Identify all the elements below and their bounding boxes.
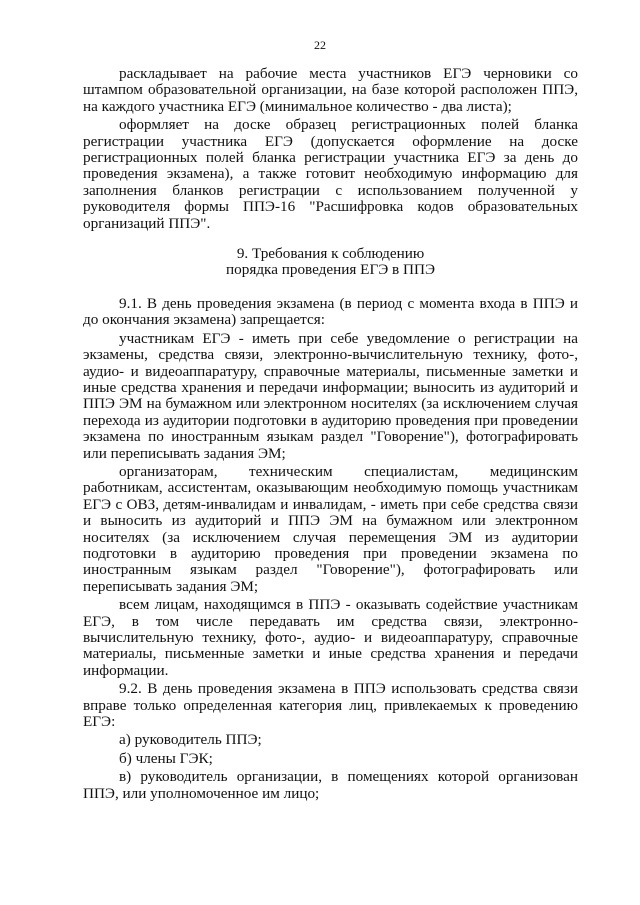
paragraph-9-2-intro: 9.2. В день проведения экзамена в ППЭ использовать средства связи вправе только определенная категория лиц, привлекаемых к проведению ЕГЭ:	[83, 680, 578, 731]
page-number: 22	[314, 38, 326, 52]
section-heading-line-1: 9. Требования к соблюдению	[236, 245, 425, 263]
paragraph-place-drafts: раскладывает на рабочие места участников ЕГЭ черновики со штампом образовательной организации, на базе которой расположен ППЭ, на каждого участника ЕГЭ (минимальное количество - два листа);	[83, 65, 578, 115]
section-heading-line-2: порядка проведения ЕГЭ в ППЭ	[226, 261, 435, 279]
paragraph-9-1-intro: 9.1. В день проведения экзамена (в период с момента входа в ППЭ и до окончания экзамена) запрещается:	[83, 294, 578, 329]
list-item-a: а) руководитель ППЭ;	[119, 731, 262, 749]
section-heading	[83, 246, 578, 279]
list-item-b: б) члены ГЭК;	[119, 749, 213, 767]
paragraph-all-persons-restrictions: всем лицам, находящимся в ППЭ - оказывать содействие участникам ЕГЭ, в том числе передавать им средства связи, электронно-вычислительную технику, фото-, аудио- и видеоаппаратуру, справочные материалы, письменные заметки и иные средства хранения и передачи информации.	[83, 596, 578, 679]
paragraph-staff-restrictions: организаторам, техническим специалистам, медицинским работникам, ассистентам, оказывающим необходимую помощь участникам ЕГЭ с ОВЗ, детям-инвалидам и инвалидам, - иметь при себе средства связи и выносить из аудиторий и ППЭ ЭМ на бумажном или электронном носителях (за исключением случая перемещения ЭМ из аудитории подготовки в аудиторию проведения при проведении экзамена по иностранным языкам раздел "Говорение"), фотографировать или переписывать задания ЭМ;	[83, 462, 578, 595]
list-item-c: в) руководитель организации, в помещениях которой организован ППЭ, или уполномоченное им лицо;	[83, 768, 578, 802]
paragraph-registration-sample: оформляет на доске образец регистрационных полей бланка регистрации участника ЕГЭ (допускается оформление на доске регистрационных полей бланка регистрации участника ЕГЭ за день до проведения экзамена), а также готовит необходимую информацию для заполнения бланков регистрации с использованием полученной у руководителя формы ППЭ-16 "Расшифровка кодов образовательных организаций ППЭ".	[83, 116, 578, 232]
page-content	[83, 66, 578, 802]
paragraph-participants-restrictions: участникам ЕГЭ - иметь при себе уведомление о регистрации на экзамены, средства связи, электронно-вычислительную технику, фото-, аудио- и видеоаппаратуру, справочные материалы, письменные заметки и иные средства хранения и передачи информации; выносить из аудиторий и ППЭ ЭМ на бумажном или электронном носителях (за исключением случая перехода из аудитории подготовки в аудиторию проведения при проведении экзамена по иностранным языкам раздел "Говорение"), фотографировать или переписывать задания ЭМ;	[83, 329, 578, 462]
